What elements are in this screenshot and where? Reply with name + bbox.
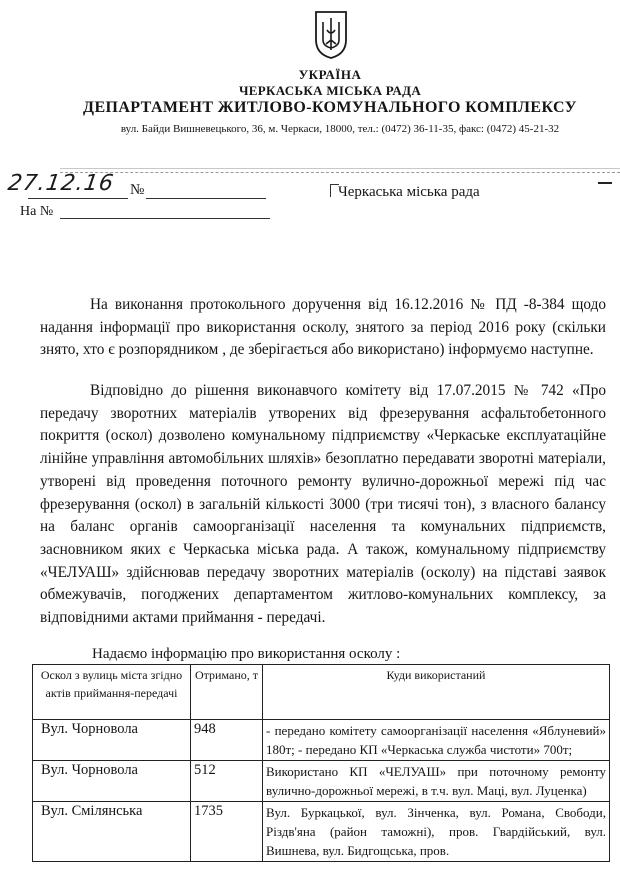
row-usage: - передано комітету самоорганізації населення «Яблуневий» 180т; - передано КП «Черкаська служба чистоти» 700т;	[263, 720, 610, 761]
address-line: вул. Байди Вишневецького, 36, м. Черкаси, 18000, тел.: (0472) 36-11-35, факс: (0472) 45-21-32	[120, 123, 560, 135]
council-title: ЧЕРКАСЬКА МІСЬКА РАДА	[238, 83, 422, 98]
recipient: Черкаська міська рада	[338, 184, 480, 200]
reply-line	[60, 218, 270, 219]
table-row	[33, 802, 610, 862]
paragraph-intro: На виконання протокольного доручення від 16.12.2016 № ПД -8-384 щодо надання інформації про використання осколу, знятого за період 2016 року (скільки знято, хто є розпорядником , де зберігається або використано) інформуємо наступне.	[40, 296, 606, 359]
header-usage: Куди використаний	[263, 665, 610, 720]
header-source: Оскол з вулиць міста згідно актів приймання-передачі	[33, 665, 191, 720]
row-location: Вул. Смілянська	[33, 802, 191, 862]
reply-label: На №	[20, 204, 54, 219]
country-title: УКРАЇНА	[298, 67, 362, 82]
row-quantity: 512	[191, 761, 263, 802]
date-line	[28, 198, 128, 199]
department-title: ДЕПАРТАМЕНТ ЖИТЛОВО-КОМУНАЛЬНОГО КОМПЛЕКСУ	[83, 99, 577, 116]
table-intro: Надаємо інформацію про використання осколу :	[92, 646, 401, 662]
table-row	[33, 720, 610, 761]
usage-table	[32, 664, 610, 862]
row-quantity: 948	[191, 720, 263, 761]
number-line	[146, 198, 266, 199]
row-quantity: 1735	[191, 802, 263, 862]
row-usage: Використано КП «ЧЕЛУАШ» при поточному ремонту вулично-дорожньої мережі, в т.ч. вул. Мацi, вул. Луценка)	[263, 761, 610, 802]
row-location: Вул. Чорновола	[33, 720, 191, 761]
number-label: №	[130, 182, 145, 198]
header-divider	[60, 168, 620, 169]
table-header-row	[33, 665, 610, 720]
address-corner-mark-right	[598, 182, 612, 192]
coat-of-arms-icon	[313, 10, 349, 60]
table-row	[33, 761, 610, 802]
paragraph-decision: Відповідно до рішення виконавчого комітету від 17.07.2015 № 742 «Про передачу зворотних матеріалів утворених від фрезерування асфальтобетонного покриття (оскол) дозволено комунальному підприємству «Черкаське експлуатаційне лінійне управління автомобільних шляхів» безоплатно передавати зворотні матеріали, утворені від проведення поточного ремонту вулично-дорожньої мережі під час фрезерування (оскол) в загальній кількості 3000 (три тисячі тон), з власного балансу на баланс органів самоорганізації населення та комунальних підприємств, засновником яких є Черкаська міська рада. А також, комунальному підприємству «ЧЕЛУАШ» здійснював передачу зворотних матеріалів (осколу) на підставі заявок обмежувачів, погоджених департаментом житлово-комунальних комплексу, за відповідними актами приймання - передачі.	[40, 382, 606, 627]
header-received: Отримано, т	[191, 665, 263, 720]
header-divider-dashed	[60, 172, 620, 173]
row-location: Вул. Чорновола	[33, 761, 191, 802]
handwritten-date: 27.12.16	[6, 171, 116, 196]
row-usage: Вул. Буркацької, вул. Зінченка, вул. Романа, Свободи, Різдв'яна (район таможні), пров. Гвардійський, вул. Вишнева, вул. Бидгощська, пров.	[263, 802, 610, 862]
